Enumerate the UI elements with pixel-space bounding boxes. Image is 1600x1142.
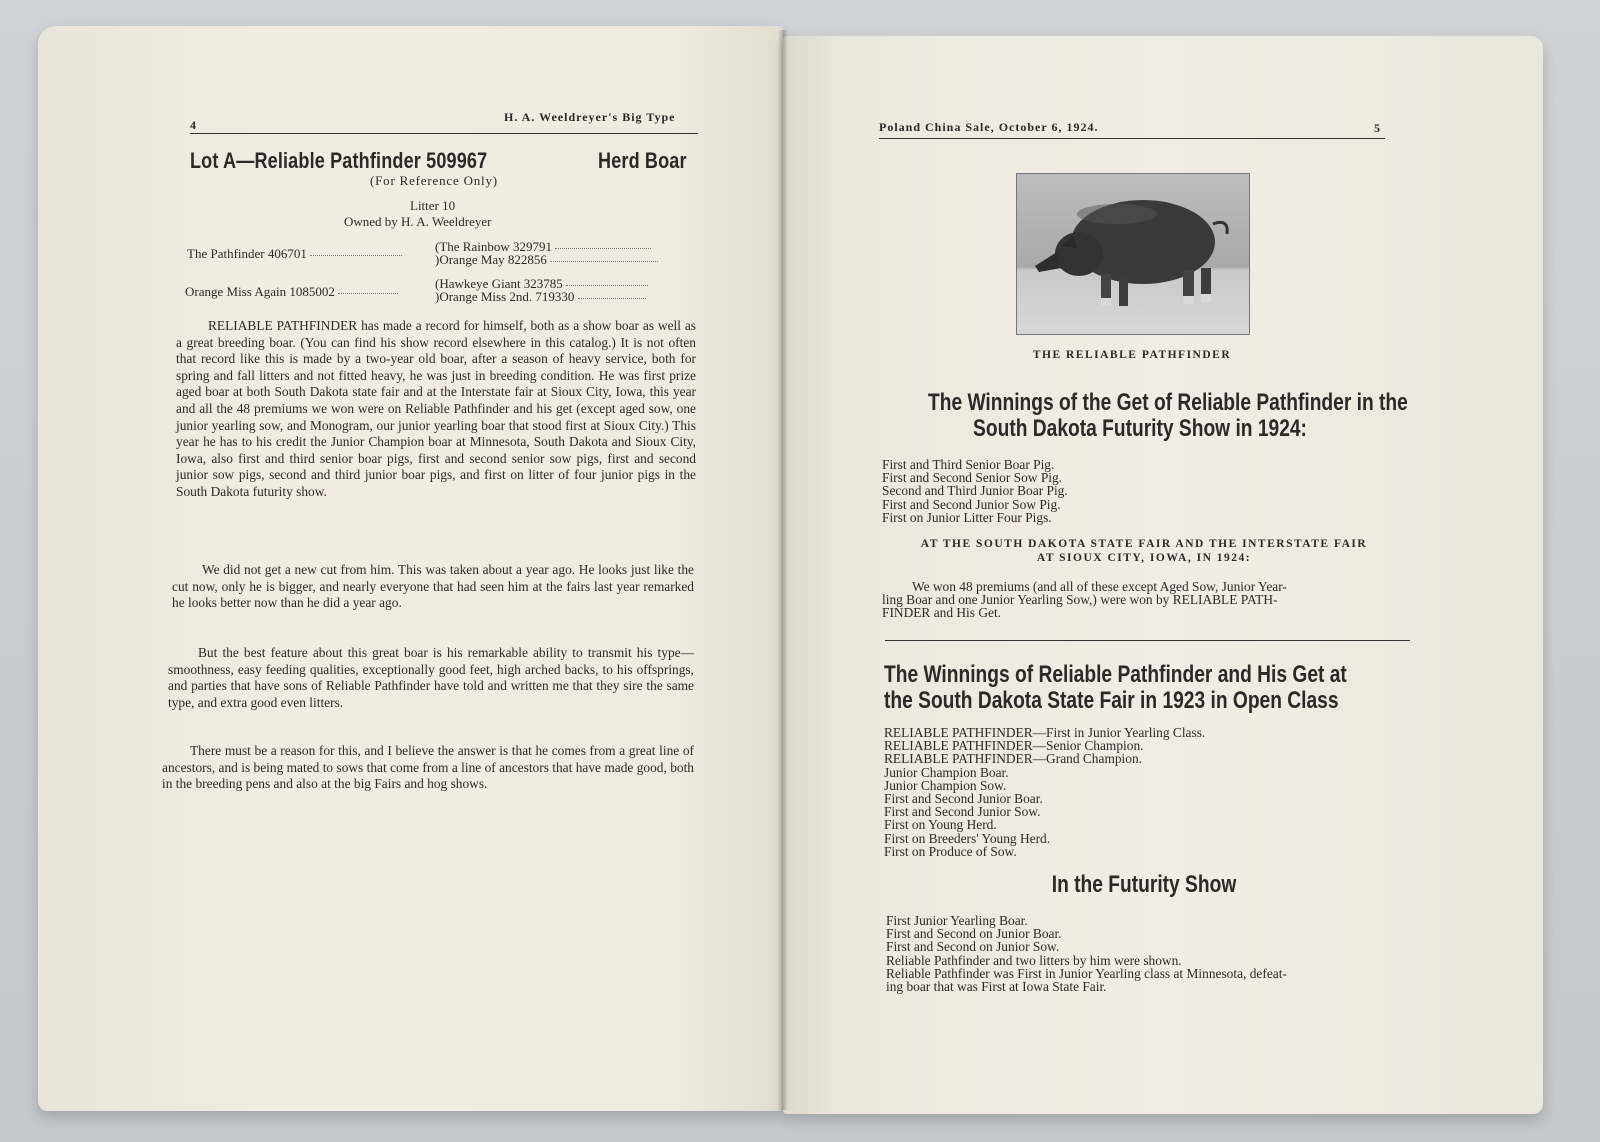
list-item: First and Third Senior Boar Pig. [882,457,1055,472]
owner-line: Owned by H. A. Weeldreyer [344,214,492,229]
list-item: First and Second on Junior Boar. [886,926,1062,942]
section-futurity-1924 [875,389,1408,442]
pedigree-dam-dam: )Orange Miss 2nd. 719330 [435,290,646,303]
list-item: First on Junior Litter Four Pigs. [882,509,1052,525]
futurity-show-heading: In the Futurity Show [1051,871,1237,898]
pig-photo [1016,173,1250,335]
list-item: RELIABLE PATHFINDER—First in Junior Yearling Class. [884,725,1206,740]
left-page-number: 4 [190,118,197,132]
section-futurity-show [884,872,1404,898]
list-item: First on Young Herd. [884,817,997,833]
list-item: RELIABLE PATHFINDER—Grand Champion. [884,751,1143,767]
lot-title: Lot A—Reliable Pathfinder 509967 [190,148,488,173]
paragraph-cut: We did not get a new cut from him. This was taken about a year ago. He looks just like the cut now, only he is bigger, and nearly everyone that had seen him at the fairs last year remarked he looks better now than he did a year ago. [172,562,694,611]
list-item: First and Second Junior Boar. [884,791,1043,807]
section-divider [885,640,1410,641]
pedigree-sire-sire: (The Rainbow 329791 [435,240,651,253]
paragraph-record: RELIABLE PATHFINDER has made a record for himself, both as a show boar as well as a great breeding boar. (You can find his show record elsewhere in this catalog.) It is not often that record like this is made by a two-year old boar, after a season of heavy service, both for spring and fall litters and not fitted heavy, he was just in breeding condition. He was first prize aged boar at both South Dakota state fair and at the Interstate fair at Sioux City, Iowa, this year and all the 48 premiums we won were on Reliable Pathfinder and his get (except aged sow, one junior yearling sow, and Monogram, our junior yearling boar that stood first at Sioux City.) This year he has to his credit the Junior Champion boar at Minnesota, South Dakota and Sioux City, Iowa, also first and third senior boar pigs, first and second senior sow pigs, first and second junior sow pigs, second and third junior boar pigs, and first on litter of four junior pigs in the South Dakota futurity show. [176,318,696,499]
text-line: ling Boar and one Junior Yearling Sow,) were won by RELIABLE PATH- [882,592,1278,608]
pedigree-dam: Orange Miss Again 1085002 [185,285,398,298]
photo-caption: THE RELIABLE PATHFINDER [1032,349,1232,361]
futurity-heading-line1: The Winnings of the Get of Reliable Pathfinder in the [928,389,1408,416]
list-item: Reliable Pathfinder and two litters by him were shown. [886,952,1182,968]
list-item: Reliable Pathfinder was First in Junior Yearling class at Minnesota, defeat- [886,965,1287,981]
pedigree-dam-sire: (Hawkeye Giant 323785 [435,277,648,290]
right-head-rule [879,138,1385,139]
list-item: First and Second Junior Sow Pig. [882,496,1061,512]
list-item: RELIABLE PATHFINDER—Senior Champion. [884,738,1144,754]
list-item: Second and Third Junior Boar Pig. [882,483,1068,499]
left-running-head: H. A. Weeldreyer's Big Type [504,110,676,124]
state-fair-heading-line1: AT THE SOUTH DAKOTA STATE FAIR AND THE INTERSTATE FAIR [920,538,1368,550]
herd-boar-label: Herd Boar [598,148,687,173]
pedigree-sire: The Pathfinder 406701 [187,247,402,260]
list-item: First Junior Yearling Boar. [886,913,1028,928]
state-fair-1923-heading-line1: The Winnings of Reliable Pathfinder and His Get at [884,661,1347,688]
paragraph-reason: There must be a reason for this, and I believe the answer is that he comes from a great line of ancestors, and is being mated to sows that come from a line of ancestors that have made good, both in the breeding pens and also at the big Fairs and hog shows. [162,743,694,792]
futurity-show-list [886,914,1287,993]
state-fair-heading [880,537,1408,565]
list-item: ing boar that was First at Iowa State Fair. [886,979,1107,995]
text-line: We won 48 premiums (and all of these except Aged Sow, Junior Year- [912,579,1287,594]
list-item: First on Produce of Sow. [884,843,1017,859]
futurity-heading-line2: South Dakota Futurity Show in 1924: [973,415,1307,442]
state-fair-1923-heading-line2: the South Dakota State Fair in 1923 in Open Class [884,687,1339,714]
list-item: Junior Champion Sow. [884,777,1007,793]
pig-illustration [1017,174,1249,334]
section-state-fair-1923 [884,662,1463,714]
list-item: First and Second Junior Sow. [884,804,1041,820]
litter-number: Litter 10 [410,198,456,213]
text-line: FINDER and His Get. [882,605,1002,621]
futurity-1924-list [882,458,1068,524]
book-gutter [778,30,788,1110]
list-item: Junior Champion Boar. [884,764,1009,780]
pedigree-sire-dam: )Orange May 822856 [435,253,658,266]
list-item: First on Breeders' Young Herd. [884,830,1051,846]
state-fair-heading-line2: AT SIOUX CITY, IOWA, IN 1924: [1036,552,1252,564]
left-head-rule [190,133,698,134]
right-page-number: 5 [1374,121,1381,135]
paragraph-feature: But the best feature about this great boar is his remarkable ability to transmit his type—smoothness, easy feeding qualities, exceptionally good feet, high arched backs, to his offsprings, and parties that have sons of Reliable Pathfinder have told and written me that they sire the same type, and extra good even litters. [168,645,694,710]
list-item: First and Second on Junior Sow. [886,939,1060,955]
list-item: First and Second Senior Sow Pig. [882,470,1063,486]
lot-subtitle: (For Reference Only) [370,173,498,188]
state-fair-1923-list [884,726,1205,858]
state-fair-text [882,580,1287,620]
right-running-head: Poland China Sale, October 6, 1924. [879,120,1099,134]
